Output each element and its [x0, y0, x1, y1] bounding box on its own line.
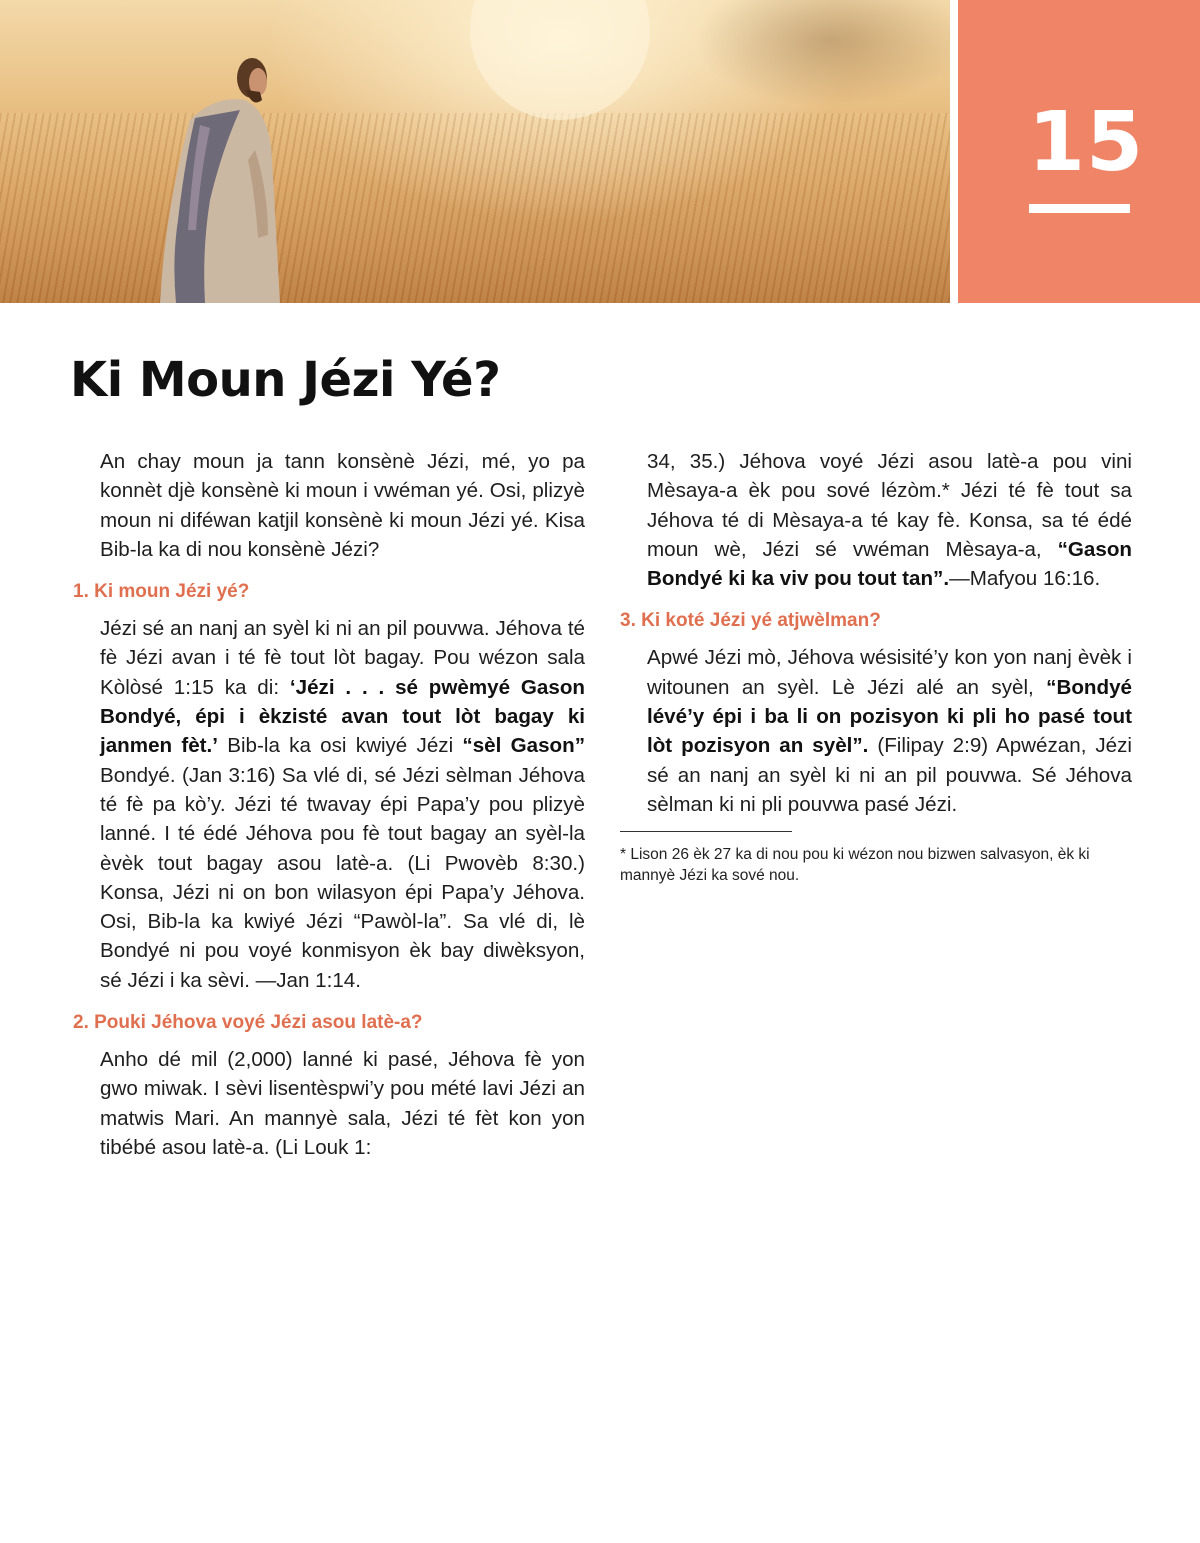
question-heading-1: 1. Ki moun Jézi yé?: [73, 581, 250, 603]
question-heading-2: 2. Pouki Jéhova voyé Jézi asou latè-a?: [73, 1012, 423, 1034]
answer-2-quote-son-of-god: “Gason Bondyé ki ka viv pou tout tan”.: [647, 537, 1132, 591]
jesus-figure-illustration: [0, 0, 950, 303]
answer-paragraph-1: [100, 614, 585, 995]
header-photo-jesus-in-field: [0, 0, 950, 303]
left-column: [73, 447, 585, 1162]
intro-paragraph: An chay moun ja tann konsènè Jézi, mé, yo pa konnèt djè konsènè ki moun i vwéman yé. Osi, plizyè moun ni diféwan katjil konsènè ki moun Jézi yé. Kisa Bib-la ka di nou konsènè Jézi?: [100, 450, 585, 561]
answer-2-text-b: 34, 35.) Jéhova voyé Jézi asou latè-a pou vini Mèsaya-a èk pou sové lézòm.* Jézi té fè tout sa Jéhova té di Mèsaya-a té kay fè. Konsa, sa té édé moun wè, Jézi sé vwéman Mèsaya-a,: [647, 450, 1132, 561]
answer-paragraph-3: [647, 643, 1132, 819]
answer-paragraph-2-part-1: Anho dé mil (2,000) lanné ki pasé, Jéhova fè yon gwo miwak. I sèvi lisentèspwi’y pou mété lavi Jézi an matwis Mari. An mannyè sala, Jézi té fèt kon yon tibébé asou latè-a. (Li Louk 1:: [100, 1048, 585, 1159]
answer-3-text-a: Apwé Jézi mò, Jéhova wésisité’y kon yon nanj èvèk i witounen an syèl. Lè Jézi alé an syèl,: [647, 646, 1132, 699]
chapter-number: 15: [1027, 95, 1145, 190]
answer-1-quote-only-son: “sèl Gason”: [462, 734, 585, 758]
right-column: [620, 447, 1132, 886]
answer-2-reference: —Mafyou 16:16.: [949, 567, 1101, 591]
chapter-underline: [1029, 204, 1130, 213]
answer-1-text-a: Jézi sé an nanj an syèl ki ni an pil pouvwa. Jéhova té fè Jézi avan i té fè tout lòt bagay. Pou wézon sala Kòlòsé 1:15 ka di:: [100, 617, 585, 699]
page-title: Ki Moun Jézi Yé?: [70, 352, 501, 408]
answer-3-text-c: (Filipay 2:9) Apwézan, Jézi sé an nanj an syèl ki ni an pil pouvwa. Sé Jéhova sèlman ki ni pli pouvwa pasé Jézi.: [647, 734, 1132, 816]
answer-1-text-c: Bib-la ka osi kwiyé Jézi: [217, 734, 463, 758]
answer-paragraph-2-part-2: [647, 447, 1132, 593]
question-heading-3: 3. Ki koté Jézi yé atjwèlman?: [620, 610, 881, 632]
footnote: * Lison 26 èk 27 ka di nou pou ki wézon nou bizwen salvasyon, èk ki mannyè Jézi ka sové nou.: [620, 846, 1090, 885]
chapter-number-tab: [958, 0, 1200, 303]
answer-3-quote-philippians: “Bondyé lévé’y épi i ba li on pozisyon ki pli ho pasé tout lòt pozisyon an syèl”.: [647, 675, 1132, 758]
answer-1-quote-colossians: ‘Jézi . . . sé pwèmyé Gason Bondyé, épi i èkzisté avan tout lòt bagay ki janmen fèt.’: [100, 675, 586, 758]
answer-1-text-e: Bondyé. (Jan 3:16) Sa vlé di, sé Jézi sèlman Jéhova té fè pa kò’y. Jézi té twavay épi Papa’y pou plizyè lanné. I té édé Jéhova pou fè tout bagay an syèl-la èvèk tout bagay asou latè-a. (Li Pwovèb 8:30.) Konsa, Jézi ni on bon wilasyon épi Papa’y Jéhova. Osi, Bib-la ka kwiyé Jézi “Pawòl-la”. Sa vlé di, lè Bondyé ni pou voyé konmisyon èk bay diwèksyon, sé Jézi i ka sèvi. —Jan 1:14.: [100, 763, 585, 992]
footnote-divider: [620, 831, 792, 832]
